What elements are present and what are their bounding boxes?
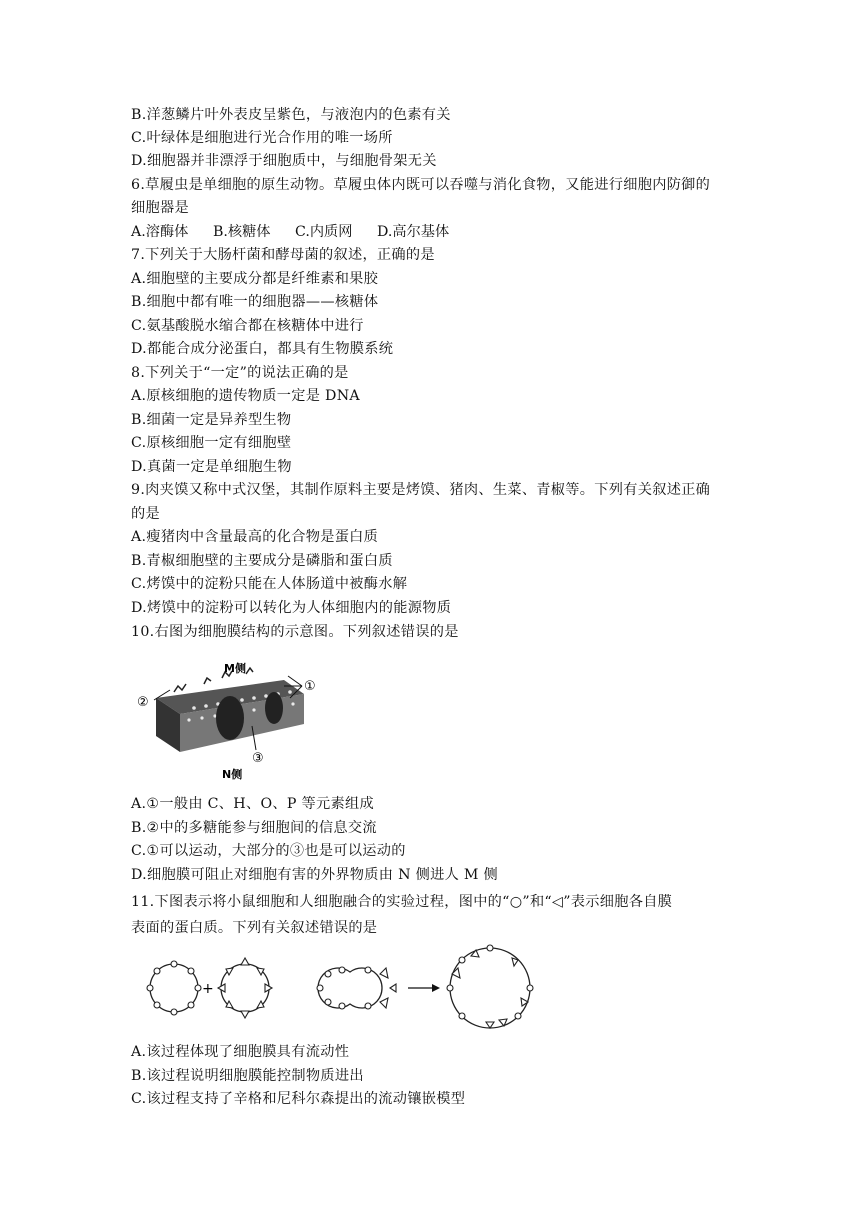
q8-option-c: C.原核细胞一定有细胞壁 [131, 435, 292, 451]
q6-option-c: C.内质网 [295, 224, 353, 240]
q11-option-a: A.该过程体现了细胞膜具有流动性 [131, 1044, 350, 1060]
q11-option-c: C.该过程支持了辛格和尼科尔森提出的流动镶嵌模型 [131, 1091, 466, 1107]
human-proteins [218, 950, 528, 1028]
q5-option-b: B.洋葱鳞片叶外表皮呈紫色，与液泡内的色素有关 [131, 107, 451, 123]
q7-option-b: B.细胞中都有唯一的细胞器——核糖体 [131, 294, 379, 310]
q6-stem-line1: 6.草履虫是单细胞的原生动物。草履虫体内既可以吞噬与消化食物，又能进行细胞内防御的 [131, 177, 711, 193]
q7-option-d: D.都能合成分泌蛋白，都具有生物膜系统 [131, 341, 394, 357]
q10-option-a: A.①一般由 C、H、O、P 等元素组成 [131, 796, 374, 812]
q6-stem-line2: 细胞器是 [131, 200, 189, 216]
q8-option-b: B.细菌一定是异养型生物 [131, 412, 292, 428]
q8-stem: 8.下列关于“一定”的说法正确的是 [131, 365, 349, 381]
q11-stem-line2: 表面的蛋白质。下列有关叙述错误的是 [131, 920, 378, 936]
q6-options [131, 222, 449, 242]
q8-option-a: A.原核细胞的遗传物质一定是 DNA [131, 388, 360, 404]
q6-option-b: B.核糖体 [213, 224, 271, 240]
q10-option-d: D.细胞膜可阻止对细胞有害的外界物质由 N 侧进人 M 侧 [131, 867, 498, 883]
q11-stem-line1: 11.下图表示将小鼠细胞和人细胞融合的实验过程，图中的“○”和“◁”表示细胞各自膜 [131, 894, 673, 910]
q9-option-d: D.烤馍中的淀粉可以转化为人体细胞内的能源物质 [131, 600, 452, 616]
q10-stem: 10.右图为细胞膜结构的示意图。下列叙述错误的是 [131, 624, 459, 640]
q9-option-b: B.青椒细胞壁的主要成分是磷脂和蛋白质 [131, 553, 393, 569]
q9-option-a: A.瘦猪肉中含量最高的化合物是蛋白质 [131, 529, 379, 545]
q9-option-c: C.烤馍中的淀粉只能在人体肠道中被酶水解 [131, 576, 408, 592]
marker-3: ③ [252, 751, 264, 766]
marker-1: ① [304, 679, 316, 694]
membrane-protein [216, 696, 244, 740]
cell-membrane-figure [134, 656, 324, 780]
plus-sign: + [202, 981, 214, 997]
marker-2: ② [137, 695, 149, 710]
cell-fusion-figure [140, 938, 550, 1030]
membrane-m-side-label: M侧 [224, 662, 246, 675]
q9-stem-line2: 的是 [131, 506, 160, 522]
q7-stem: 7.下列关于大肠杆菌和酵母菌的叙述，正确的是 [131, 247, 435, 263]
q7-option-c: C.氨基酸脱水缩合都在核糖体中进行 [131, 318, 364, 334]
q7-option-a: A.细胞壁的主要成分都是纤维素和果胶 [131, 271, 379, 287]
q10-option-b: B.②中的多糖能参与细胞间的信息交流 [131, 820, 377, 836]
q5-option-c: C.叶绿体是细胞进行光合作用的唯一场所 [131, 130, 393, 146]
q10-option-c: C.①可以运动，大部分的③也是可以运动的 [131, 843, 406, 859]
membrane-protein [265, 692, 283, 724]
q5-option-d: D.细胞器并非漂浮于细胞质中，与细胞骨架无关 [131, 153, 437, 169]
q8-option-d: D.真菌一定是单细胞生物 [131, 459, 292, 475]
q6-option-d: D.高尔基体 [377, 224, 450, 240]
q11-option-b: B.该过程说明细胞膜能控制物质进出 [131, 1068, 364, 1084]
arrow-head [432, 984, 440, 992]
q6-option-a: A.溶酶体 [131, 224, 189, 240]
q9-stem-line1: 9.肉夹馍又称中式汉堡，其制作原料主要是烤馍、猪肉、生菜、青椒等。下列有关叙述正确 [131, 482, 711, 498]
membrane-n-side-label: N侧 [222, 768, 243, 780]
